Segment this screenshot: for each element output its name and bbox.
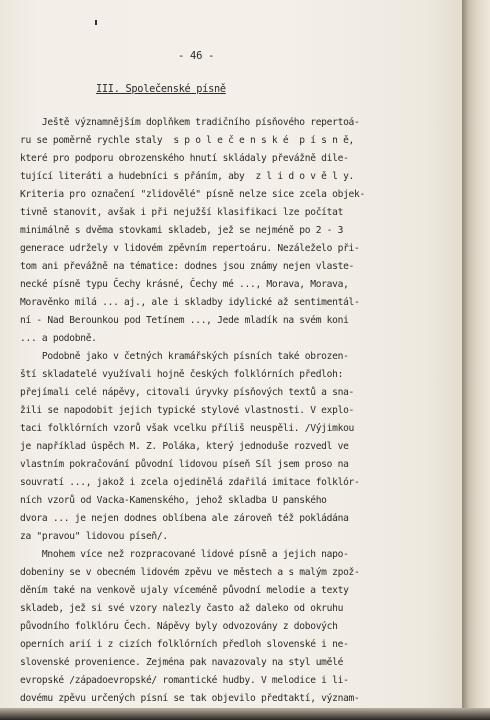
text-line: slovenské provenience. Zejména pak navazovaly na styl umělé: [20, 657, 344, 668]
text-line: souvratí ..., jakož i zcela ojedinělá zdařilá imitace folklór-: [20, 477, 360, 488]
text-line: Podobně jako v četných kramářských písních také obrozen-: [20, 351, 349, 362]
text-line: které pro podporu obrozenského hnutí skládaly převážně dile-: [20, 153, 349, 164]
text-line: Moravěnko milá ... aj., ale i skladby idylické až sentimentál-: [20, 297, 360, 308]
text-line: ... a podobně.: [20, 333, 97, 344]
text-line: tivně stanovit, avšak i při nejužší klasifikaci lze počítat: [20, 207, 344, 218]
text-line: ští skladatelé využívali hojně českých folklórních předloh:: [20, 369, 344, 380]
text-line: dobeniny se v obecném lidovém zpěvu ve městech a s malým zpož-: [20, 567, 360, 578]
text-line: za "pravou" lidovou píseň/.: [20, 531, 168, 542]
text-line: skladeb, jež si své vzory nalezly často až daleko od okruhu: [20, 603, 344, 614]
text-line: tom ani převážně na tématice: dodnes jsou známy nejen vlaste-: [20, 261, 355, 272]
text-line: dovému zpěvu určených písní se tak objevilo předtaktí, význam-: [20, 693, 360, 704]
text-line: děním také na venkově ujaly víceméně původní melodie a texty: [20, 585, 349, 596]
text-line: necké písně typu Čechy krásné, Čechy mé ..., Morava, Morava,: [20, 279, 349, 290]
text-line: tující literáti a hudebníci s přáním, aby z l i d o v ě l y.: [20, 171, 355, 182]
page-number: - 46 -: [178, 50, 215, 62]
text-line: žili se napodobit jejich typické stylové vlastnosti. V explo-: [20, 405, 355, 416]
section-heading: III. Společenské písně: [96, 83, 226, 95]
text-line: ních vzorů od Vacka-Kamenského, jehož skladba U panského: [20, 495, 327, 506]
text-line: generace udržely v lidovém zpěvním repertoáru. Nezáleželo při-: [20, 243, 360, 254]
text-line: operních arií i z cizích folklórních předloh slovenské i ne-: [20, 639, 349, 650]
text-line: ní - Nad Berounkou pod Tetínem ..., Jede mladík na svém koni: [20, 315, 349, 326]
text-line: Mnohem více než rozpracované lidové písně a jejich napo-: [20, 549, 349, 560]
text-line: Kriteria pro označení "zlidovělé" písně nelze sice zcela objek-: [20, 189, 365, 200]
text-line: ru se poměrně rychle staly s p o l e č e n s k é p í s n ě,: [20, 135, 355, 146]
text-line: evropské /západoevropské/ romantické hudby. V melodice i li-: [20, 675, 349, 686]
binding-edge: [462, 0, 490, 720]
text-line: vlastním pokračování původní lidovou píseň Síl jsem proso na: [20, 459, 349, 470]
text-line: taci folklórních vzorů však vcelku příliš neuspěli. /Výjimkou: [20, 423, 355, 434]
text-line: Ještě významnějším doplňkem tradičního písňového repertoá-: [20, 117, 360, 128]
text-line: minimálně s dvěma stovkami skladeb, jež se nejméně po 2 - 3: [20, 225, 344, 236]
text-line: je například úspěch M. Z. Poláka, který jednoduše rozvedl ve: [20, 441, 349, 452]
text-line: původního folklóru Čech. Nápěvy byly odvozovány z dobových: [20, 621, 338, 632]
page-bottom-edge: [0, 708, 490, 720]
text-line: dvora ... je nejen dodnes oblíbena ale zároveň též pokládána: [20, 513, 349, 524]
text-line: přejímali celé nápěvy, citovali úryvky písňových textů a sna-: [20, 387, 355, 398]
margin-mark: [95, 20, 97, 25]
